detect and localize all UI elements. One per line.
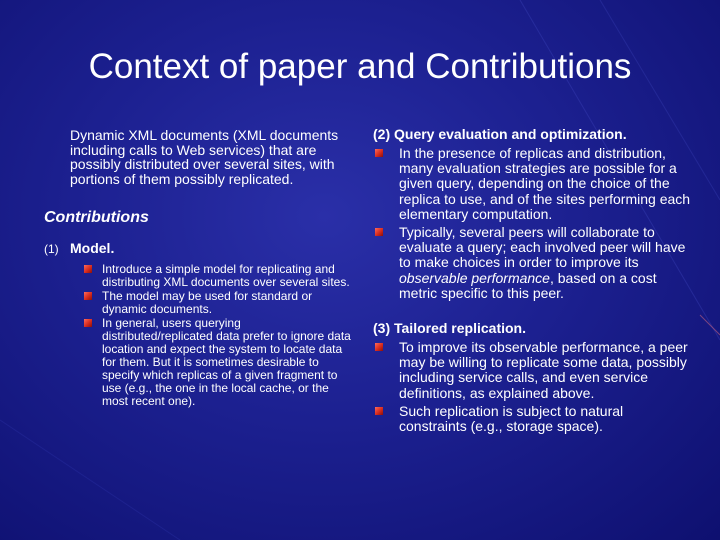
tailored-replication-list (373, 340, 693, 434)
square-bullet-icon (84, 265, 92, 273)
square-bullet-icon (84, 319, 92, 327)
list-item: The model may be used for standard or dynamic documents. (84, 290, 354, 316)
square-bullet-icon (375, 149, 383, 157)
model-number: (1) (44, 242, 59, 256)
square-bullet-icon (84, 292, 92, 300)
square-bullet-icon (375, 228, 383, 236)
list-item: In general, users querying distributed/replicated data prefer to ignore data location and expect the system to locate data for them. But it is sometimes desirable to specify which replicas of a given fragment to use (e.g., the one in the local cache, or the most recent one). (84, 317, 354, 408)
square-bullet-icon (375, 343, 383, 351)
square-bullet-icon (375, 407, 383, 415)
model-label: Model. (70, 240, 115, 256)
list-item: To improve its observable performance, a peer may be willing to replicate some data, possibly including service calls, and even service definitions, as explained above. (373, 340, 693, 401)
right-column (373, 126, 693, 437)
contributions-heading: Contributions (44, 209, 149, 226)
emphasis-text: observable performance (399, 269, 550, 286)
list-item: Introduce a simple model for replicating and distributing XML documents over several sites. (84, 263, 354, 289)
list-item: In the presence of replicas and distribution, many evaluation strategies are possible for a given query, depending on the choice of the replica to use, and of the sites performing each elementary computation. (373, 146, 693, 222)
slide-title: Context of paper and Contributions (88, 47, 632, 86)
section-tailored-replication-title: (3) Tailored replication. (373, 320, 526, 337)
model-list (84, 263, 354, 408)
list-item: Such replication is subject to natural constraints (e.g., storage space). (373, 404, 693, 434)
intro-paragraph: Dynamic XML documents (XML documents including calls to Web services) that are possibly distributed over several sites, with portions of them possibly replicated. (70, 127, 339, 187)
section-query-evaluation-title: (2) Query evaluation and optimization. (373, 126, 627, 142)
left-column (44, 128, 354, 409)
model-heading (44, 240, 354, 256)
query-evaluation-list (373, 146, 693, 301)
list-item: Typically, several peers will collaborate to evaluate a query; each involved peer will have to make choices in order to improve its observable performance, based on a cost metric specific to this peer. (373, 225, 693, 301)
